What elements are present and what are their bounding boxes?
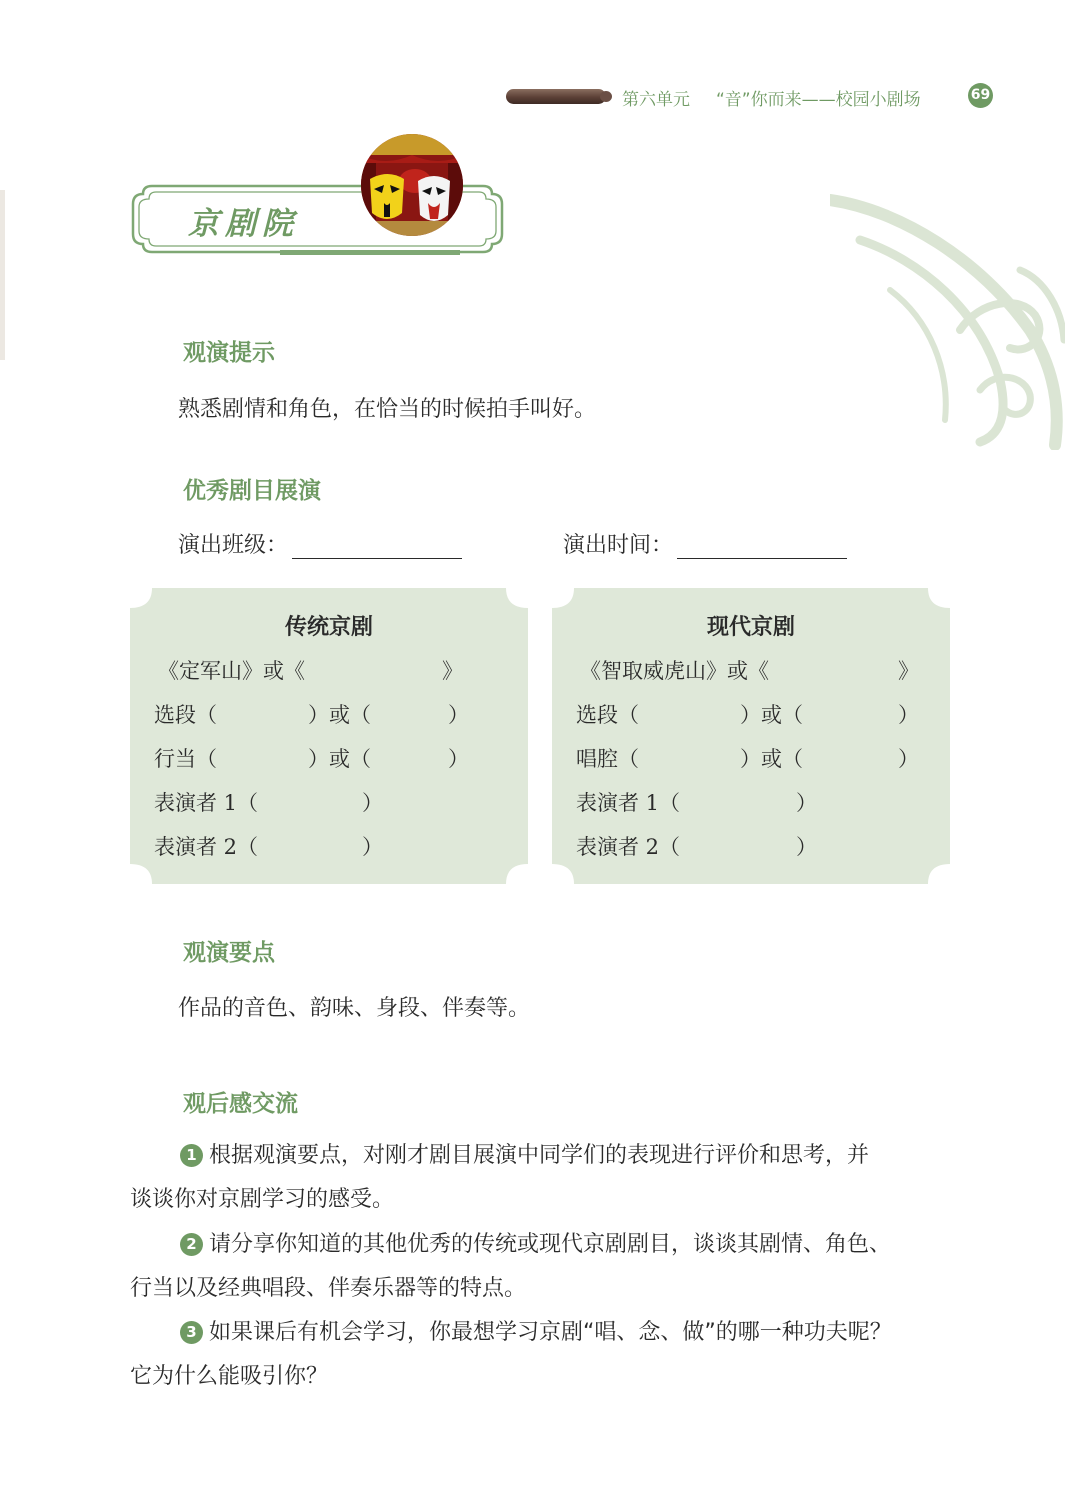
opera-masks-image [360,133,464,237]
excerpt-end: ） [898,703,919,727]
section-heading-showcase: 优秀剧目展演 [183,478,321,504]
wooden-bar-ornament [506,89,606,104]
time-blank[interactable] [677,536,847,559]
running-header [500,80,1010,114]
reflection-item-3 [130,1311,950,1399]
performer-2-label: 表演者 2（ [154,835,259,859]
section-heading-points: 观演要点 [183,940,275,966]
unit-label: 第六单元 [622,90,690,110]
points-text: 作品的音色、韵味、身段、伴奏等。 [178,996,531,1021]
unit-title: “音”你而来——校园小剧场 [716,90,921,110]
performer-1-end: ） [796,791,817,815]
section-heading-tips: 观演提示 [183,340,275,366]
excerpt-end: ） [448,703,469,727]
role-type-end: ） [448,747,469,771]
page-number: 69 [968,83,993,108]
reflection-item-2 [130,1223,950,1311]
page-title: 京剧院 [188,206,299,242]
repertoire-line [158,655,305,685]
class-blank[interactable] [292,536,462,559]
item-text-line2: 它为什么能吸引你？ [130,1364,329,1389]
performer-2-label: 表演者 2（ [576,835,681,859]
excerpt-label: 选段（ [154,703,217,727]
performer-2-end: ） [796,835,817,859]
number-badge: 3 [180,1321,203,1344]
repertoire-suffix: 》 [442,659,463,683]
card-modern [552,588,950,884]
item-text-line1: 如果课后有机会学习，你最想学习京剧“唱、念、做”的哪一种功夫呢？ [209,1320,892,1345]
class-label: 演出班级： [178,533,289,558]
number-badge: 2 [180,1233,203,1256]
excerpt-label: 选段（ [576,703,639,727]
performer-1-end: ） [362,791,383,815]
repertoire-prefix: 《定军山》或《 [158,659,305,683]
card-traditional [130,588,528,884]
vocal-style-end: ） [898,747,919,771]
excerpt-or: ）或（ [308,703,371,727]
tips-text: 熟悉剧情和角色，在恰当的时候拍手叫好。 [178,397,597,422]
page-edge-shadow [0,190,5,360]
performer-1-label: 表演者 1（ [576,791,681,815]
performer-1-label: 表演者 1（ [154,791,259,815]
item-text-line2: 行当以及经典唱段、伴奏乐器等的特点。 [130,1276,527,1301]
performer-2-end: ） [362,835,383,859]
item-text-line1: 根据观演要点，对刚才剧目展演中同学们的表现进行评价和思考，并 [209,1143,870,1168]
item-text-line2: 谈谈你对京剧学习的感受。 [130,1187,395,1212]
section-heading-reflection: 观后感交流 [183,1091,298,1117]
excerpt-or: ）或（ [740,703,803,727]
repertoire-prefix: 《智取威虎山》或《 [580,659,769,683]
card-title: 传统京剧 [284,615,373,640]
time-label: 演出时间： [563,533,674,558]
repertoire-line [580,655,769,685]
role-type-label: 行当（ [154,747,217,771]
item-text-line1: 请分享你知道的其他优秀的传统或现代京剧剧目，谈谈其剧情、角色、 [209,1232,892,1257]
vocal-style-or: ）或（ [740,747,803,771]
class-field [178,528,462,559]
number-badge: 1 [180,1144,203,1167]
vocal-style-label: 唱腔（ [576,747,639,771]
reflection-item-1 [130,1134,950,1222]
role-type-or: ）或（ [308,747,371,771]
time-field [563,528,847,559]
repertoire-suffix: 》 [898,659,919,683]
decorative-swirl [830,180,1065,450]
card-title: 现代京剧 [706,615,795,640]
